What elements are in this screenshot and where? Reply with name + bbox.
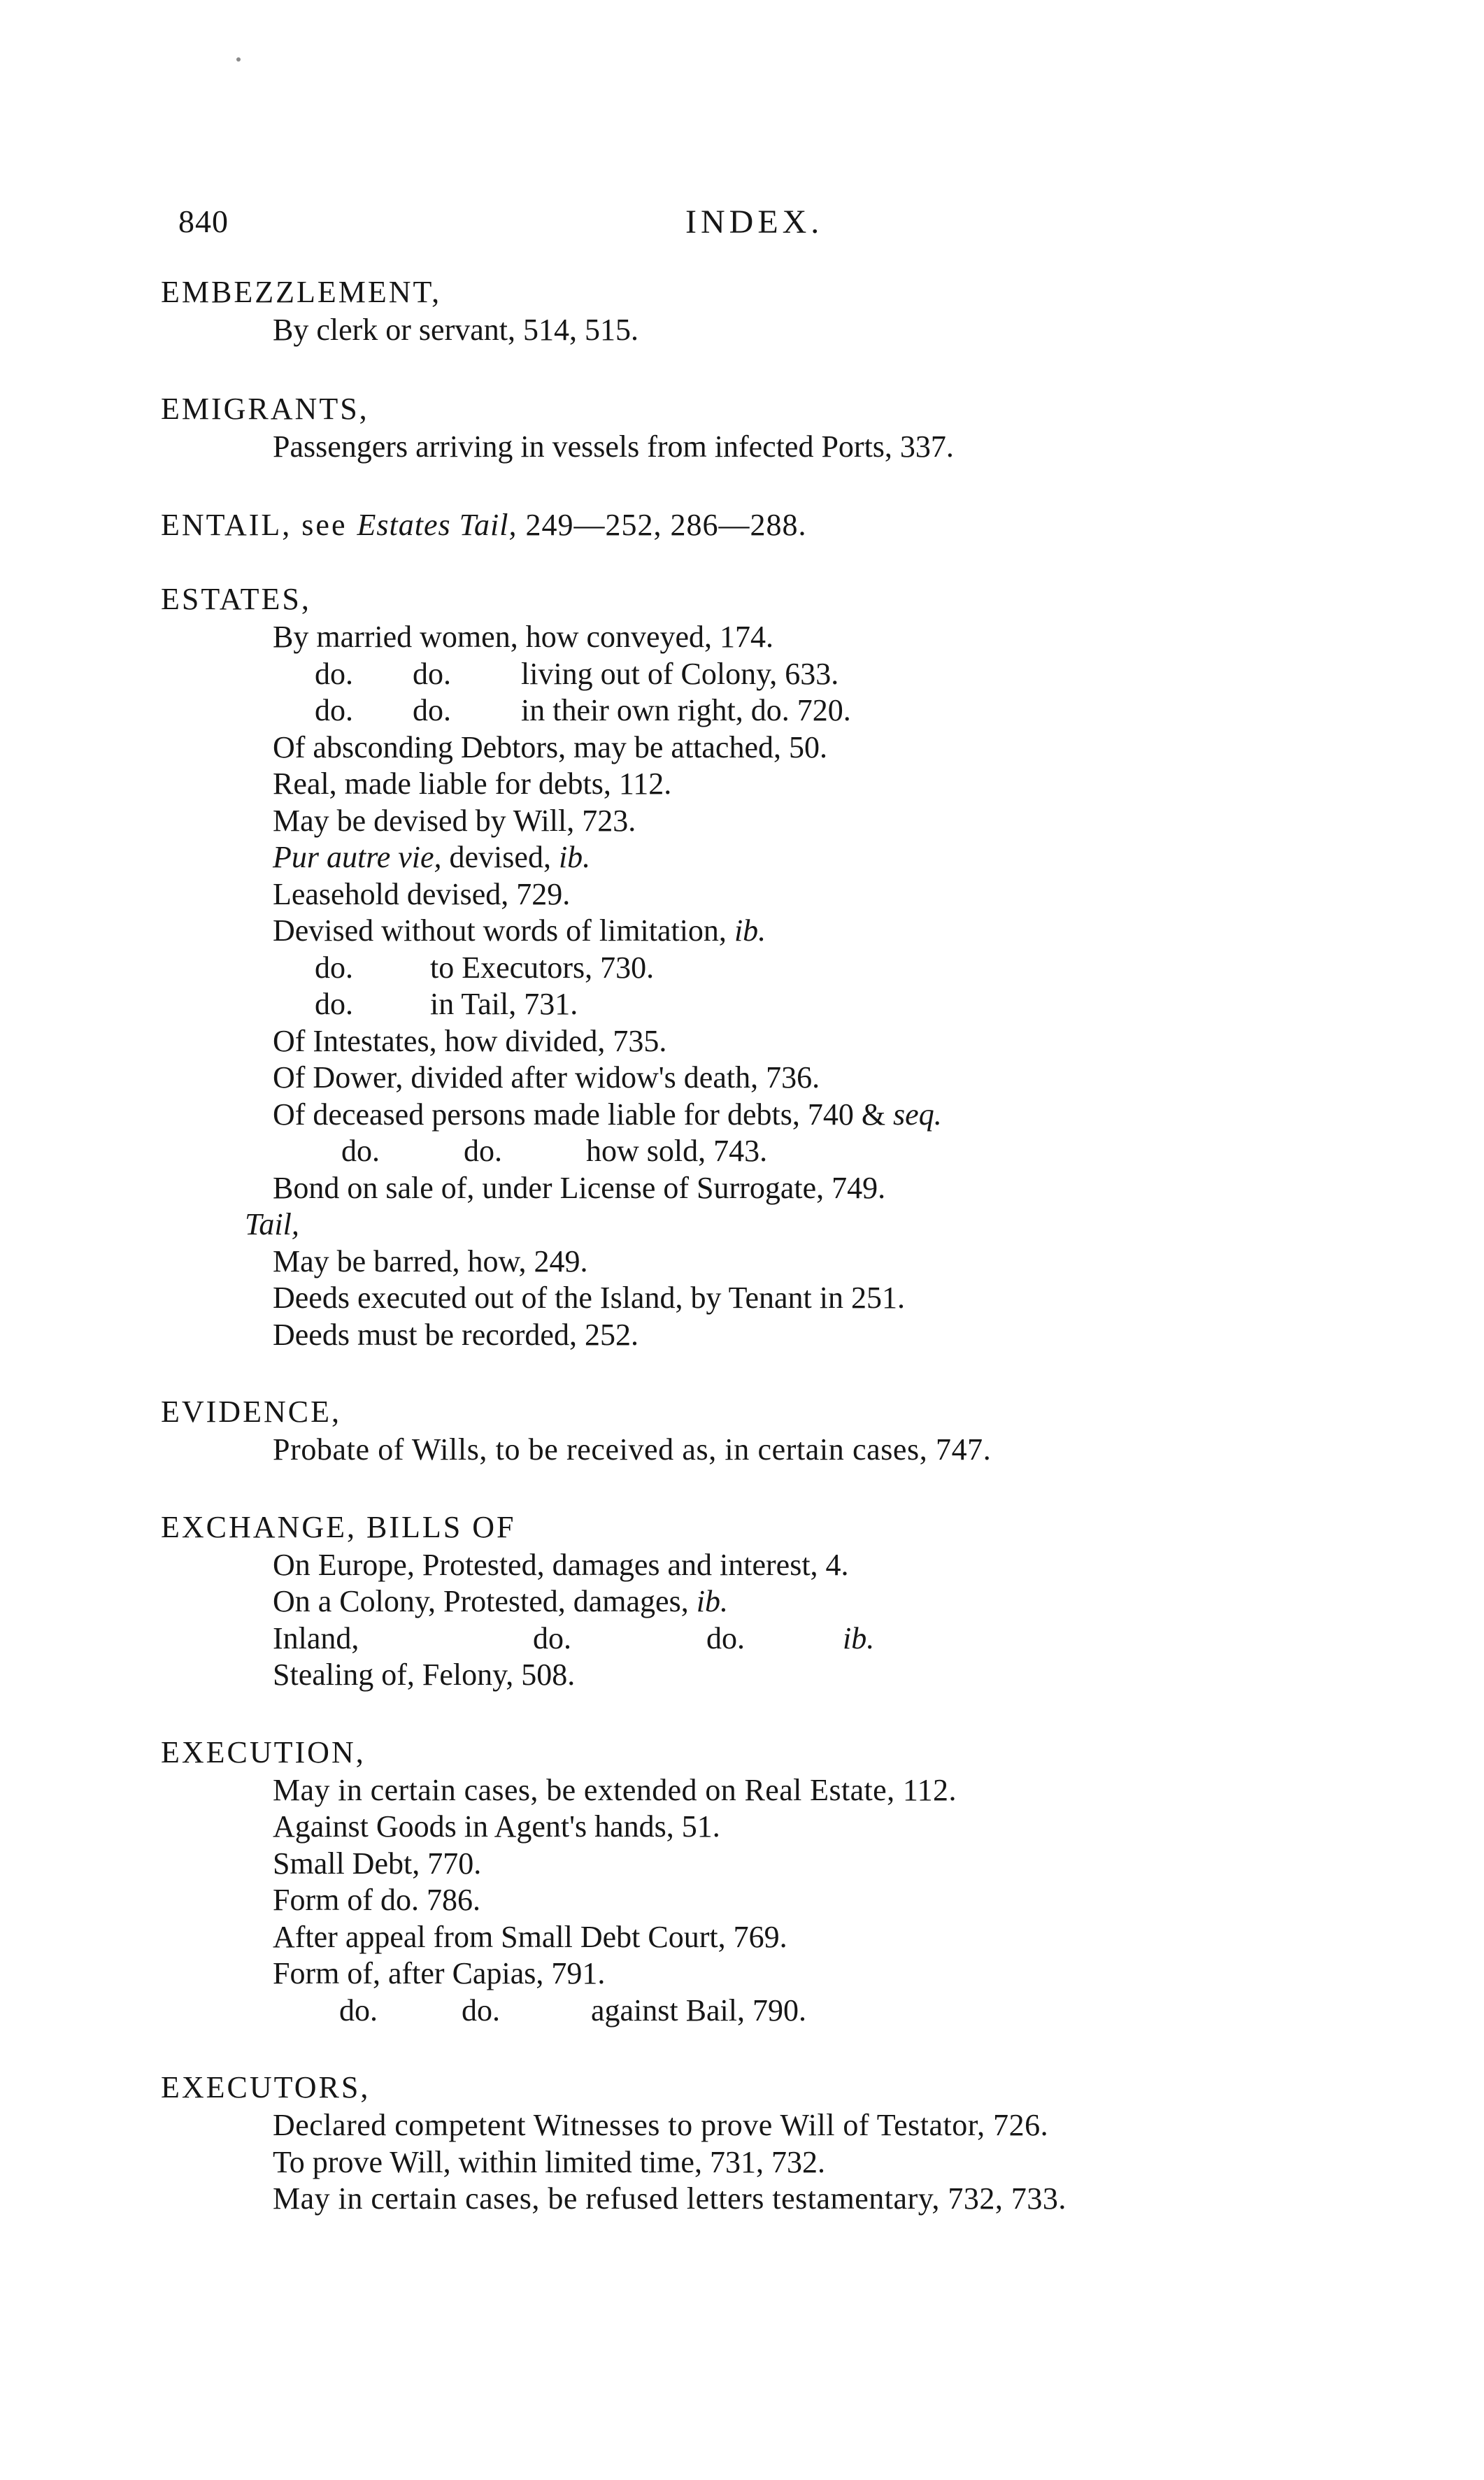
index-entry-estates <box>161 580 1336 1353</box>
entry-line: Declared competent Witnesses to prove Will of Testator, 726. <box>273 2108 1049 2142</box>
ibid-mark: ib. <box>696 1584 728 1618</box>
entry-heading: EXECUTORS, <box>161 2070 371 2104</box>
entry-line-ditto <box>161 986 1336 1023</box>
entry-heading <box>161 506 1336 545</box>
entry-line <box>161 913 1336 950</box>
index-entry-evidence <box>161 1392 1336 1469</box>
entry-line: May in certain cases, be refused letters testamentary, 732, 733. <box>273 2181 1066 2216</box>
entry-line: Stealing of, Felony, 508. <box>273 1658 576 1692</box>
index-entry-embezzlement <box>161 273 1336 349</box>
entry-line <box>161 1583 1336 1620</box>
entry-heading: EXCHANGE, BILLS OF <box>161 1509 516 1544</box>
print-speck <box>236 57 241 62</box>
entry-line-text: how sold, 743. <box>586 1134 768 1168</box>
entry-line: Of Dower, divided after widow's death, 736. <box>273 1060 820 1095</box>
entry-heading: EMIGRANTS, <box>161 391 369 426</box>
entry-line <box>161 839 1336 876</box>
ditto-mark: do. <box>533 1620 571 1655</box>
entry-line: Passengers arriving in vessels from infected Ports, 337. <box>273 429 954 464</box>
entry-line-text: to Executors, 730. <box>430 950 655 985</box>
ibid-mark: ib. <box>734 913 766 948</box>
index-entry-exchange-bills-of <box>161 1508 1336 1694</box>
entry-heading-pages: 249—252, 286—288. <box>517 508 807 542</box>
entry-line-text: Devised without words of limitation, <box>273 913 734 948</box>
entry-line: May in certain cases, be extended on Real Estate, 112. <box>273 1772 957 1807</box>
entry-line: Form of do. 786. <box>273 1883 480 1917</box>
entry-line-ditto <box>161 950 1336 987</box>
entry-line: Probate of Wills, to be received as, in certain cases, 747. <box>273 1432 992 1467</box>
entry-line: To prove Will, within limited time, 731, 732. <box>273 2144 825 2179</box>
entry-line: Bond on sale of, under License of Surrogate, 749. <box>273 1170 886 1205</box>
entry-line-text: On a Colony, Protested, damages, <box>273 1584 697 1618</box>
ditto-mark: do. <box>464 1134 502 1168</box>
ditto-mark: do. <box>341 1134 380 1168</box>
entry-line: Deeds executed out of the Island, by Tenant in 251. <box>273 1281 905 1315</box>
ditto-mark: do. <box>706 1620 745 1655</box>
entry-heading: ESTATES, <box>161 582 311 616</box>
ditto-mark: do. <box>413 656 451 691</box>
entry-line-ditto <box>161 1620 1336 1658</box>
ditto-mark: do. <box>315 950 353 985</box>
sequentes-mark: seq. <box>893 1097 942 1132</box>
index-entry-execution <box>161 1733 1336 2030</box>
entry-line-ditto <box>161 656 1336 693</box>
sub-heading-tail: Tail, <box>245 1207 299 1241</box>
entry-line: On Europe, Protested, damages and interest, 4. <box>273 1547 849 1582</box>
index-entry-emigrants <box>161 390 1336 466</box>
ditto-mark: do. <box>462 1993 500 2028</box>
running-head: INDEX. <box>685 204 824 241</box>
entry-line: By married women, how conveyed, 174. <box>273 620 774 654</box>
entry-line-ditto <box>161 1133 1336 1170</box>
ditto-mark: do. <box>315 656 353 691</box>
entry-line-text: devised, <box>441 840 559 874</box>
entry-line: After appeal from Small Debt Court, 769. <box>273 1919 787 1954</box>
latin-phrase: Pur autre vie, <box>273 840 442 874</box>
entry-line: Of absconding Debtors, may be attached, 50. <box>273 729 827 764</box>
index-entry-entail <box>161 506 1336 545</box>
entry-line-text: Inland, <box>273 1620 359 1655</box>
entry-line-text: Of deceased persons made liable for debts, 740 & <box>273 1097 894 1132</box>
entry-heading: EMBEZZLEMENT, <box>161 275 442 309</box>
entry-line-ditto <box>161 1993 1336 2030</box>
entry-line: May be devised by Will, 723. <box>273 803 636 838</box>
entry-heading: EVIDENCE, <box>161 1395 341 1429</box>
entry-heading-prefix: ENTAIL, see <box>161 508 357 542</box>
entry-line: Leasehold devised, 729. <box>273 876 571 911</box>
entry-line: Form of, after Capias, 791. <box>273 1956 606 1990</box>
ditto-mark: do. <box>339 1993 378 2028</box>
entry-line-text: against Bail, 790. <box>591 1993 806 2028</box>
ibid-mark: ib. <box>843 1620 875 1655</box>
entry-line: By clerk or servant, 514, 515. <box>273 313 638 347</box>
index-entry-executors <box>161 2068 1336 2218</box>
ditto-mark: do. <box>315 987 353 1021</box>
entry-line: Against Goods in Agent's hands, 51. <box>273 1809 720 1844</box>
page-number: 840 <box>178 204 229 239</box>
entry-line-text: in Tail, 731. <box>430 987 578 1021</box>
entry-line-text: in their own right, do. 720. <box>521 693 851 727</box>
entry-line: Deeds must be recorded, 252. <box>273 1317 638 1352</box>
ditto-mark: do. <box>315 693 353 727</box>
entry-line: Small Debt, 770. <box>273 1846 482 1881</box>
page-header <box>0 203 1484 245</box>
entry-line: Of Intestates, how divided, 735. <box>273 1023 667 1058</box>
entry-line: May be barred, how, 249. <box>273 1243 588 1278</box>
index-body <box>161 273 1336 2218</box>
entry-heading: EXECUTION, <box>161 1734 366 1769</box>
entry-line <box>161 1097 1336 1134</box>
ditto-mark: do. <box>413 693 451 727</box>
entry-heading-reference: Estates Tail, <box>357 508 518 542</box>
ibid-mark: ib. <box>558 840 591 874</box>
entry-line-ditto <box>161 692 1336 729</box>
entry-line: Real, made liable for debts, 112. <box>273 767 672 801</box>
entry-line-text: living out of Colony, 633. <box>521 656 839 691</box>
